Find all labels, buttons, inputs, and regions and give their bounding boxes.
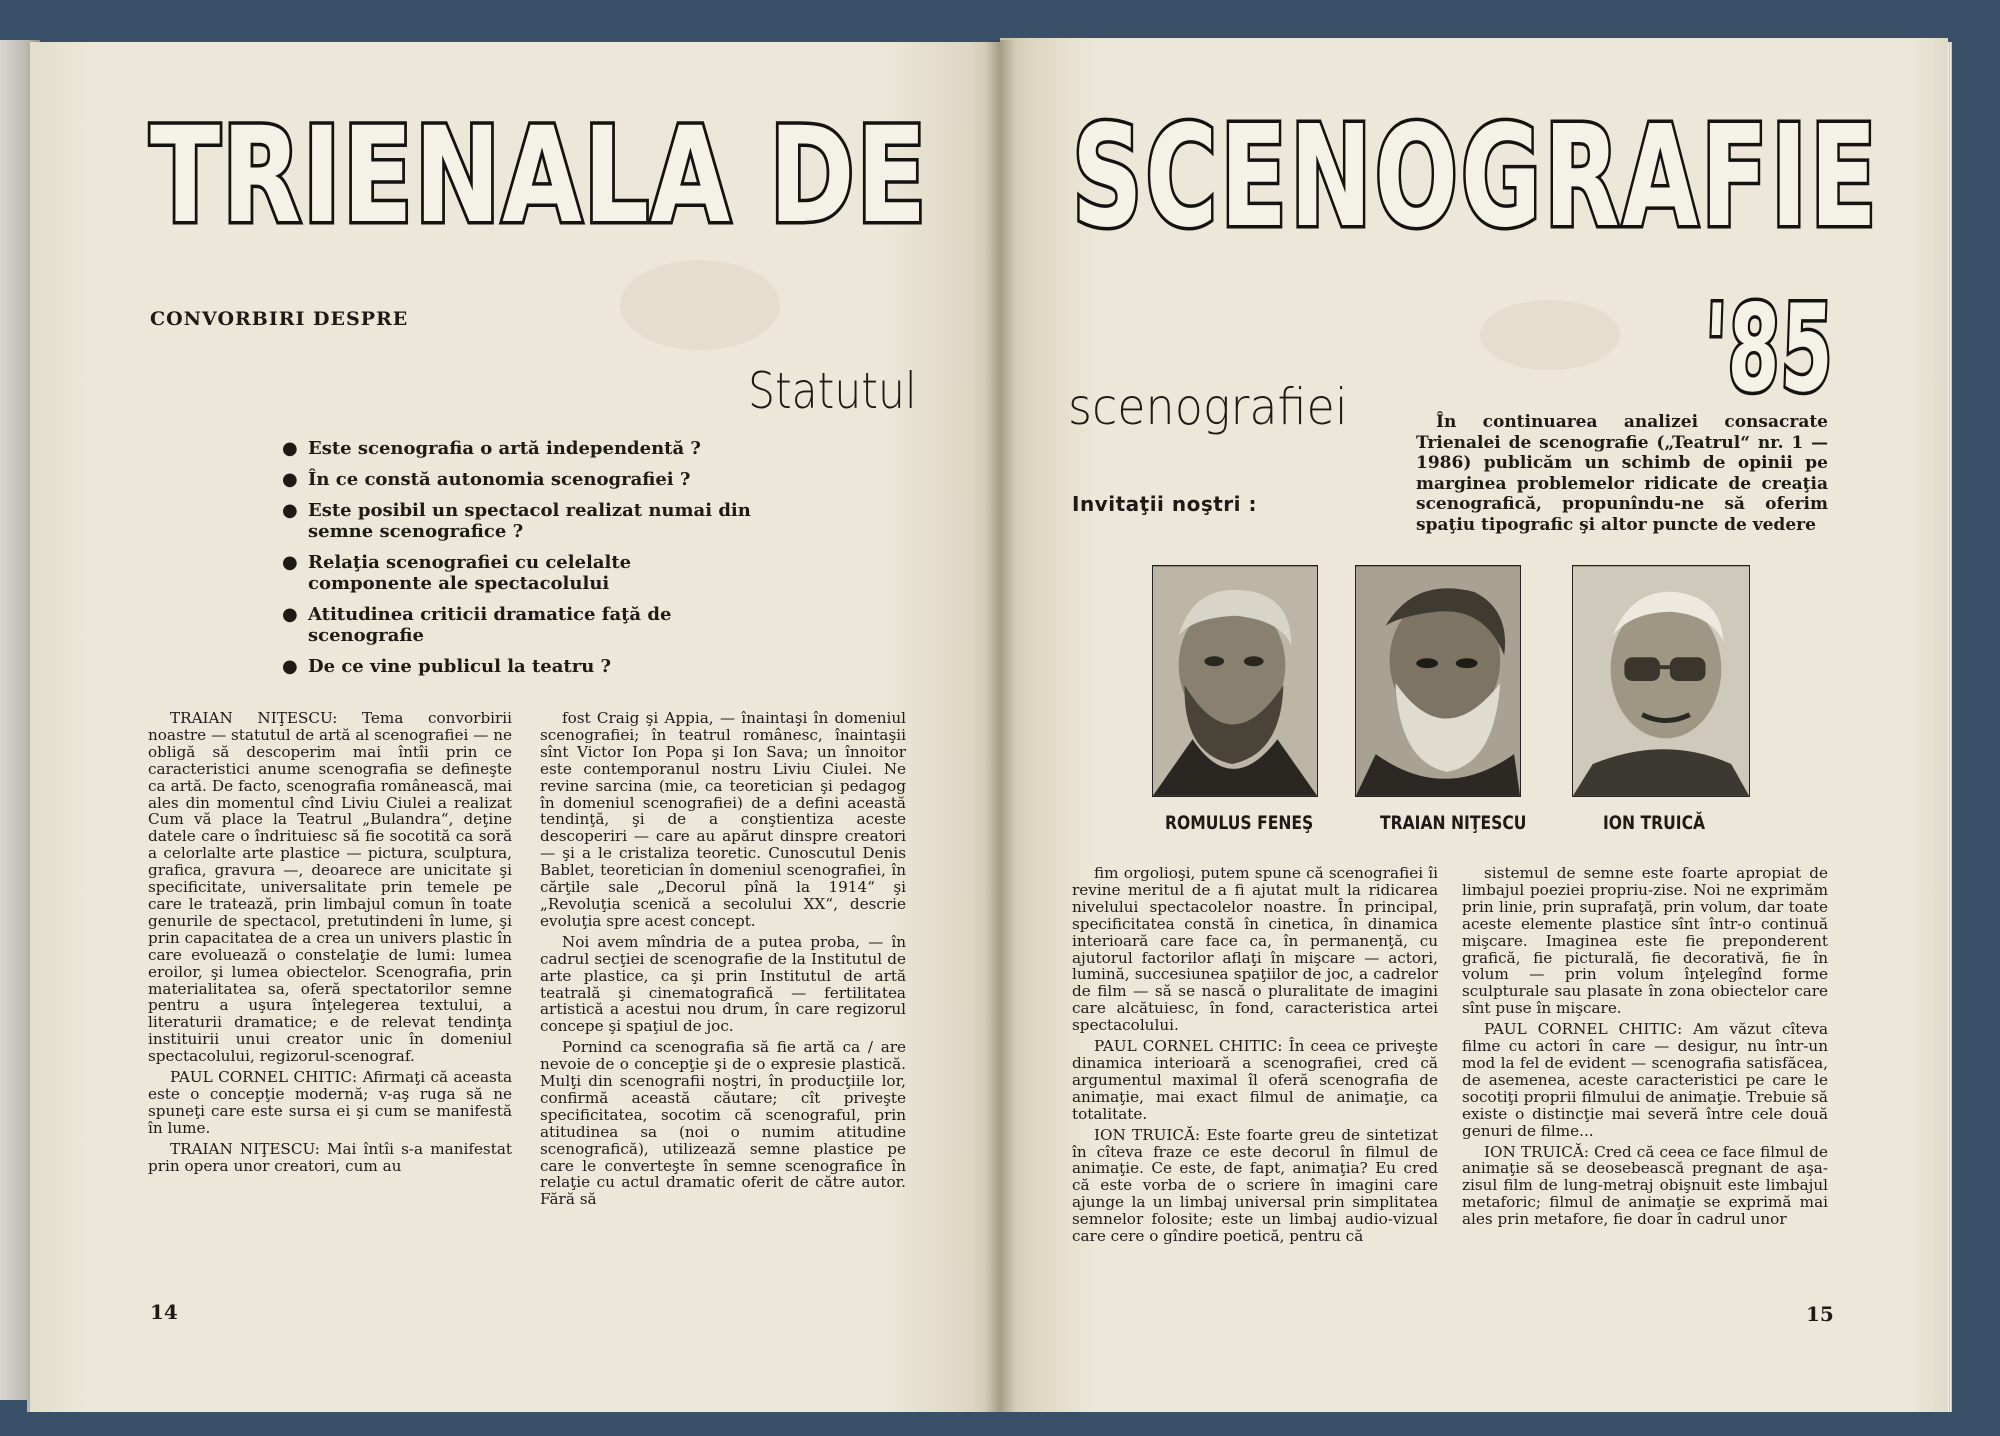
portrait-bearded-man-1 [1153, 566, 1317, 796]
question-text: În ce constă autonomia scenografiei ? [308, 469, 691, 490]
paragraph: ION TRUICĂ: Cred că ceea ce face filmul de animaţie să se deosebească pregnant de aşa-zisul film de lung-metraj obişnuit este limbajul metaforic; filmul de animaţie se exprimă mai ales prin metafore, fie doar în cadrul unor [1462, 1142, 1828, 1229]
portrait-photo [1152, 565, 1318, 797]
paper-stain [1480, 300, 1620, 370]
text-column-4 [1462, 865, 1828, 1232]
paragraph: Noi avem mîndria de a putea proba, — în cadrul secţiei de scenografie de la Institutul de arte plastice, ca şi prin Institutul de artă teatrală şi cinematografică — fertilitatea artistică a acestui nou drum, în care regizorul concepe şi spaţiul de joc. [540, 932, 906, 1036]
paragraph: sistemul de semne este foarte apropiat de limbajul poeziei propriu-zise. Noi ne exprimăm prin linie, prin suprafaţă, prin volum, dar toate aceste elemente plastice sînt într-o continuă mişcare. Imaginea este fie preponderent grafică, fie picturală, fie decorativă, fie în volum — prin volum înţelegînd forme sculpturale sau plasate în zona obiectelor care sînt puse în mişcare. [1462, 864, 1828, 1018]
question-text: De ce vine publicul la teatru ? [308, 656, 612, 677]
heading-statutul: Statutul [748, 362, 917, 420]
portrait-bearded-man-2 [1356, 566, 1520, 796]
bullet-icon: ● [282, 438, 298, 459]
page-number-left: 14 [150, 1300, 178, 1324]
portrait-photo [1572, 565, 1750, 797]
paragraph: ION TRUICĂ: Este foarte greu de sintetizat în cîteva fraze ce este decorul în filmul de animaţie. Ce este, de fapt, animaţia? Eu cred că este vorba de o scriere în imagini care ajunge la un limbaj universal prin simplitatea semnelor folosite; este un limbaj audio-vizual care cere o gîndire poetică, pentru că [1072, 1125, 1438, 1246]
question-item [280, 500, 760, 542]
caption-traian-nitescu: TRAIAN NIŢESCU [1380, 812, 1527, 834]
question-item [280, 604, 760, 646]
paper-stain [620, 260, 780, 350]
question-item [280, 552, 760, 594]
question-list [280, 438, 760, 687]
title-trienala-de: TRIENALA DE [150, 99, 929, 253]
caption-romulus-fenes: ROMULUS FENEŞ [1165, 812, 1314, 834]
paragraph: Pornind ca scenografia să fie artă ca / are nevoie de o concepţie şi de o expresie plastică. Mulţi din scenografii noştri, în producţiile lor, confirmă această căutare; cît priveşte specificitatea, socotim că scenograful, prin atitudinea sa (noi o numim atitudine scenografică), utilizează semne plastice pe care le converteşte în semne scenografice în relaţie cu actul dramatic oferit de către autor. Fără să [540, 1038, 906, 1209]
bullet-icon: ● [282, 469, 298, 490]
bullet-icon: ● [282, 604, 298, 625]
portrait-photo [1355, 565, 1521, 797]
question-item [280, 438, 760, 459]
question-text: Este posibil un spectacol realizat numai din semne scenografice ? [308, 500, 751, 542]
question-item [280, 656, 760, 677]
heading-scenografiei: scenografiei [1068, 378, 1348, 436]
text-column-1 [148, 710, 512, 1178]
question-item [280, 469, 760, 490]
intro-paragraph: În continuarea analizei consacrate Trienalei de scenografie („Teatrul“ nr. 1 — 1986) publicăm un schimb de opinii pe marginea problemelor ridicate de creaţia scenografică, propunîndu-ne să oferim spaţiu tipografic şi altor puncte de vedere [1416, 412, 1828, 535]
paragraph: TRAIAN NIŢESCU: Mai întîi s-a manifestat prin opera unor creatori, cum au [148, 1139, 512, 1175]
text-column-3 [1072, 865, 1438, 1249]
page-number-right: 15 [1806, 1302, 1834, 1326]
caption-ion-truica: ION TRUICĂ [1603, 812, 1706, 834]
question-text: Este scenografia o artă independentă ? [308, 438, 701, 459]
bullet-icon: ● [282, 656, 298, 677]
paragraph: PAUL CORNEL CHITIC: Afirmaţi că aceasta este o concepţie modernă; v-aş ruga să ne spuneţi care este sursa ei şi cum se manifestă în lume. [148, 1068, 512, 1137]
year-85: '85 [1701, 280, 1837, 419]
paragraph: TRAIAN NIŢESCU: Tema convorbirii noastre — statutul de artă al scenografiei — ne obligă să descoperim mai întîi prin ce caracteristici anume scenografia se defineşte ca artă. De facto, scenografia românească, mai ales din momentul cînd Liviu Ciulei a realizat Cum vă place la Teatrul „Bulandra“, deţine datele care o îndrituiesc să fie socotită ca soră a celorlalte arte plastice — pictura, sculptura, grafica, gravura —, deoarece are unicitate şi specificitate, universalitate prin temele pe care le tratează, prin limbajul comun în toate genurile de spectacol, pretutindeni în lume, şi prin capacitatea de a crea un univers plastic în care evoluează o constelaţie de lumi: lumea eroilor, şi lumea obiectelor. Scenografia, prin materialitatea sa, oferă spectatorilor semne pentru a uşura înţelegerea textului, a literaturii dramatice; e de relevat tendinţa instituirii unui creator unic în domeniul spectacolului, regizorul-scenograf. [148, 709, 512, 1066]
question-text: Relaţia scenografiei cu celelalte componente ale spectacolului [308, 552, 632, 594]
paragraph: fim orgolioşi, putem spune că scenografiei îi revine meritul de a fi ajutat mult la ridicarea nivelului spectacolelor noastre. În principal, specificitatea constă în cinetica, în dinamica interioară care face ca, în permanenţă, cu ajutorul factorilor aflaţi în mişcare — actori, lumină, succesiunea spaţiilor de joc, a cadrelor de film — să se nască o pluralitate de imagini care alcătuiesc, în fond, caracteristica artei spectacolului. [1072, 864, 1438, 1035]
spine-shadow [985, 40, 1015, 1412]
paragraph: PAUL CORNEL CHITIC: Am văzut cîteva filme cu actori în care — desigur, nu într-un mod la fel de evident — scenografia satisfăcea, de asemenea, aceste caracteristici pe care le socotiţi proprii filmului de animaţie. Trebuie să existe o distincţie mai severă între cele două genuri de filme... [1462, 1020, 1828, 1140]
portrait-man-glasses [1573, 566, 1749, 796]
question-text: Atitudinea criticii dramatice faţă de scenografie [308, 604, 672, 646]
subtitle-convorbiri: CONVORBIRI DESPRE [150, 308, 409, 330]
bullet-icon: ● [282, 552, 298, 573]
guests-label: Invitaţii noştri : [1072, 492, 1257, 516]
paragraph: PAUL CORNEL CHITIC: În ceea ce priveşte dinamica interioară a scenografiei, cred că argumentul maximal îl oferă scenografia de animaţie, mai exact filmul de animaţie, ca totalitate. [1072, 1037, 1438, 1123]
text-column-2 [540, 710, 906, 1212]
paragraph: fost Craig şi Appia, — înaintaşi în domeniul scenografiei; în teatrul românesc, înaintaşii sînt Victor Ion Popa şi Ion Sava; un înnoitor este contemporanul nostru Liviu Ciulei. Ne revine sarcina (mie, ca teoretician şi pedagog în domeniul scenografiei) de a defini această tendinţă, şi de a conştientiza aceste descoperiri — care au apărut dinspre creatori — şi a le cristaliza teoretic. Cunoscutul Denis Bablet, teoretician în domeniul scenografiei, în cărţile sale „Decorul pînă la 1914“ şi „Revoluţia scenică a secolului XX“, descrie evoluţia spre acest concept. [540, 709, 906, 930]
title-scenografie: SCENOGRAFIE [1072, 96, 1880, 259]
bullet-icon: ● [282, 500, 298, 521]
